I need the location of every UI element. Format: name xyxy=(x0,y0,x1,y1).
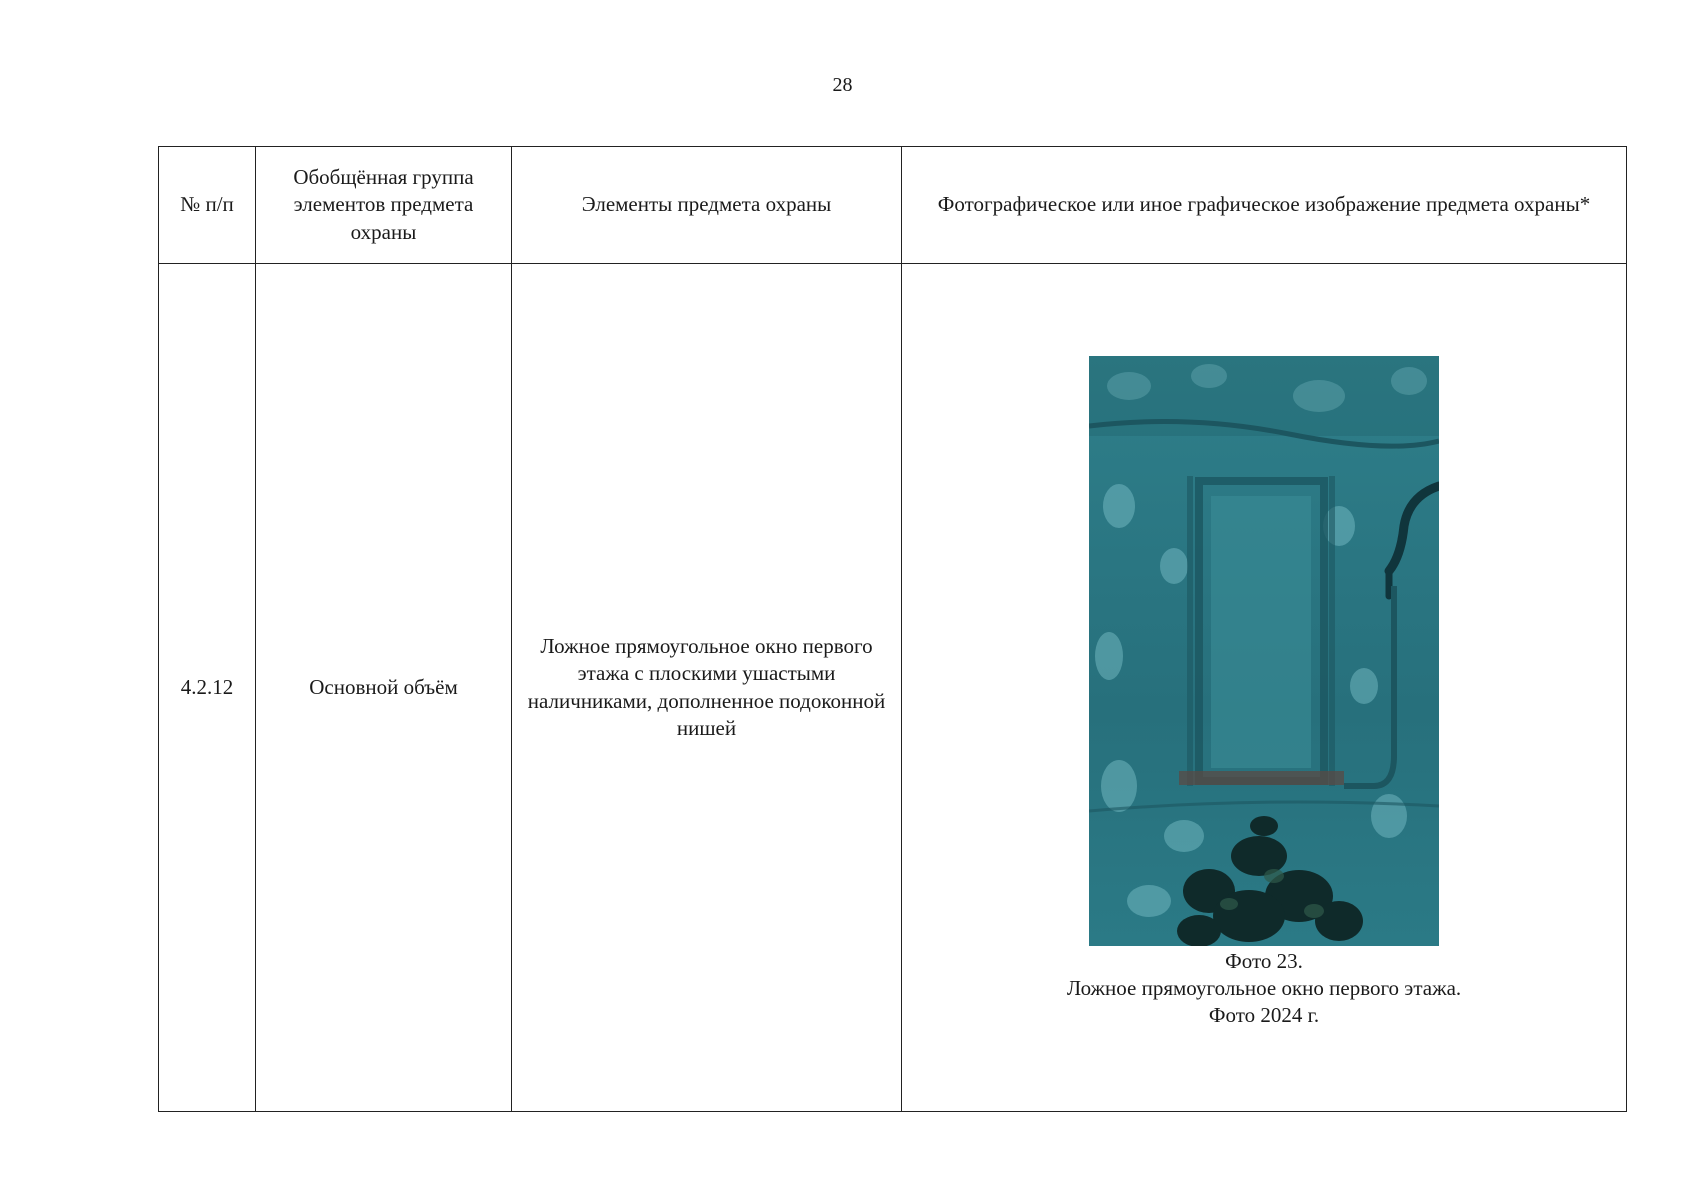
row-element: Ложное прямоугольное окно первого этажа с плоскими ушастыми наличниками, дополненное подоконной нишей xyxy=(512,264,902,1112)
header-number: № п/п xyxy=(159,147,256,264)
photo-false-window xyxy=(1089,356,1439,946)
header-elements: Элементы предмета охраны xyxy=(512,147,902,264)
header-photo: Фотографическое или иное графическое изображение предмета охраны* xyxy=(902,147,1627,264)
page-number: 28 xyxy=(832,74,853,96)
protection-table xyxy=(158,146,1627,1112)
row-number: 4.2.12 xyxy=(159,264,256,1112)
table-row xyxy=(159,264,1627,1112)
header-group: Обобщённая группа элементов предмета охраны xyxy=(256,147,512,264)
caption-line-3: Фото 2024 г. xyxy=(1208,1003,1320,1028)
photo-caption xyxy=(1067,948,1461,1030)
row-group: Основной объём xyxy=(256,264,512,1112)
photo-illustration xyxy=(1089,356,1439,946)
row-photo-cell xyxy=(902,264,1627,1112)
table-header-row xyxy=(159,147,1627,264)
caption-line-1: Фото 23. xyxy=(1225,948,1303,973)
caption-line-2: Ложное прямоугольное окно первого этажа. xyxy=(1066,975,1462,1000)
